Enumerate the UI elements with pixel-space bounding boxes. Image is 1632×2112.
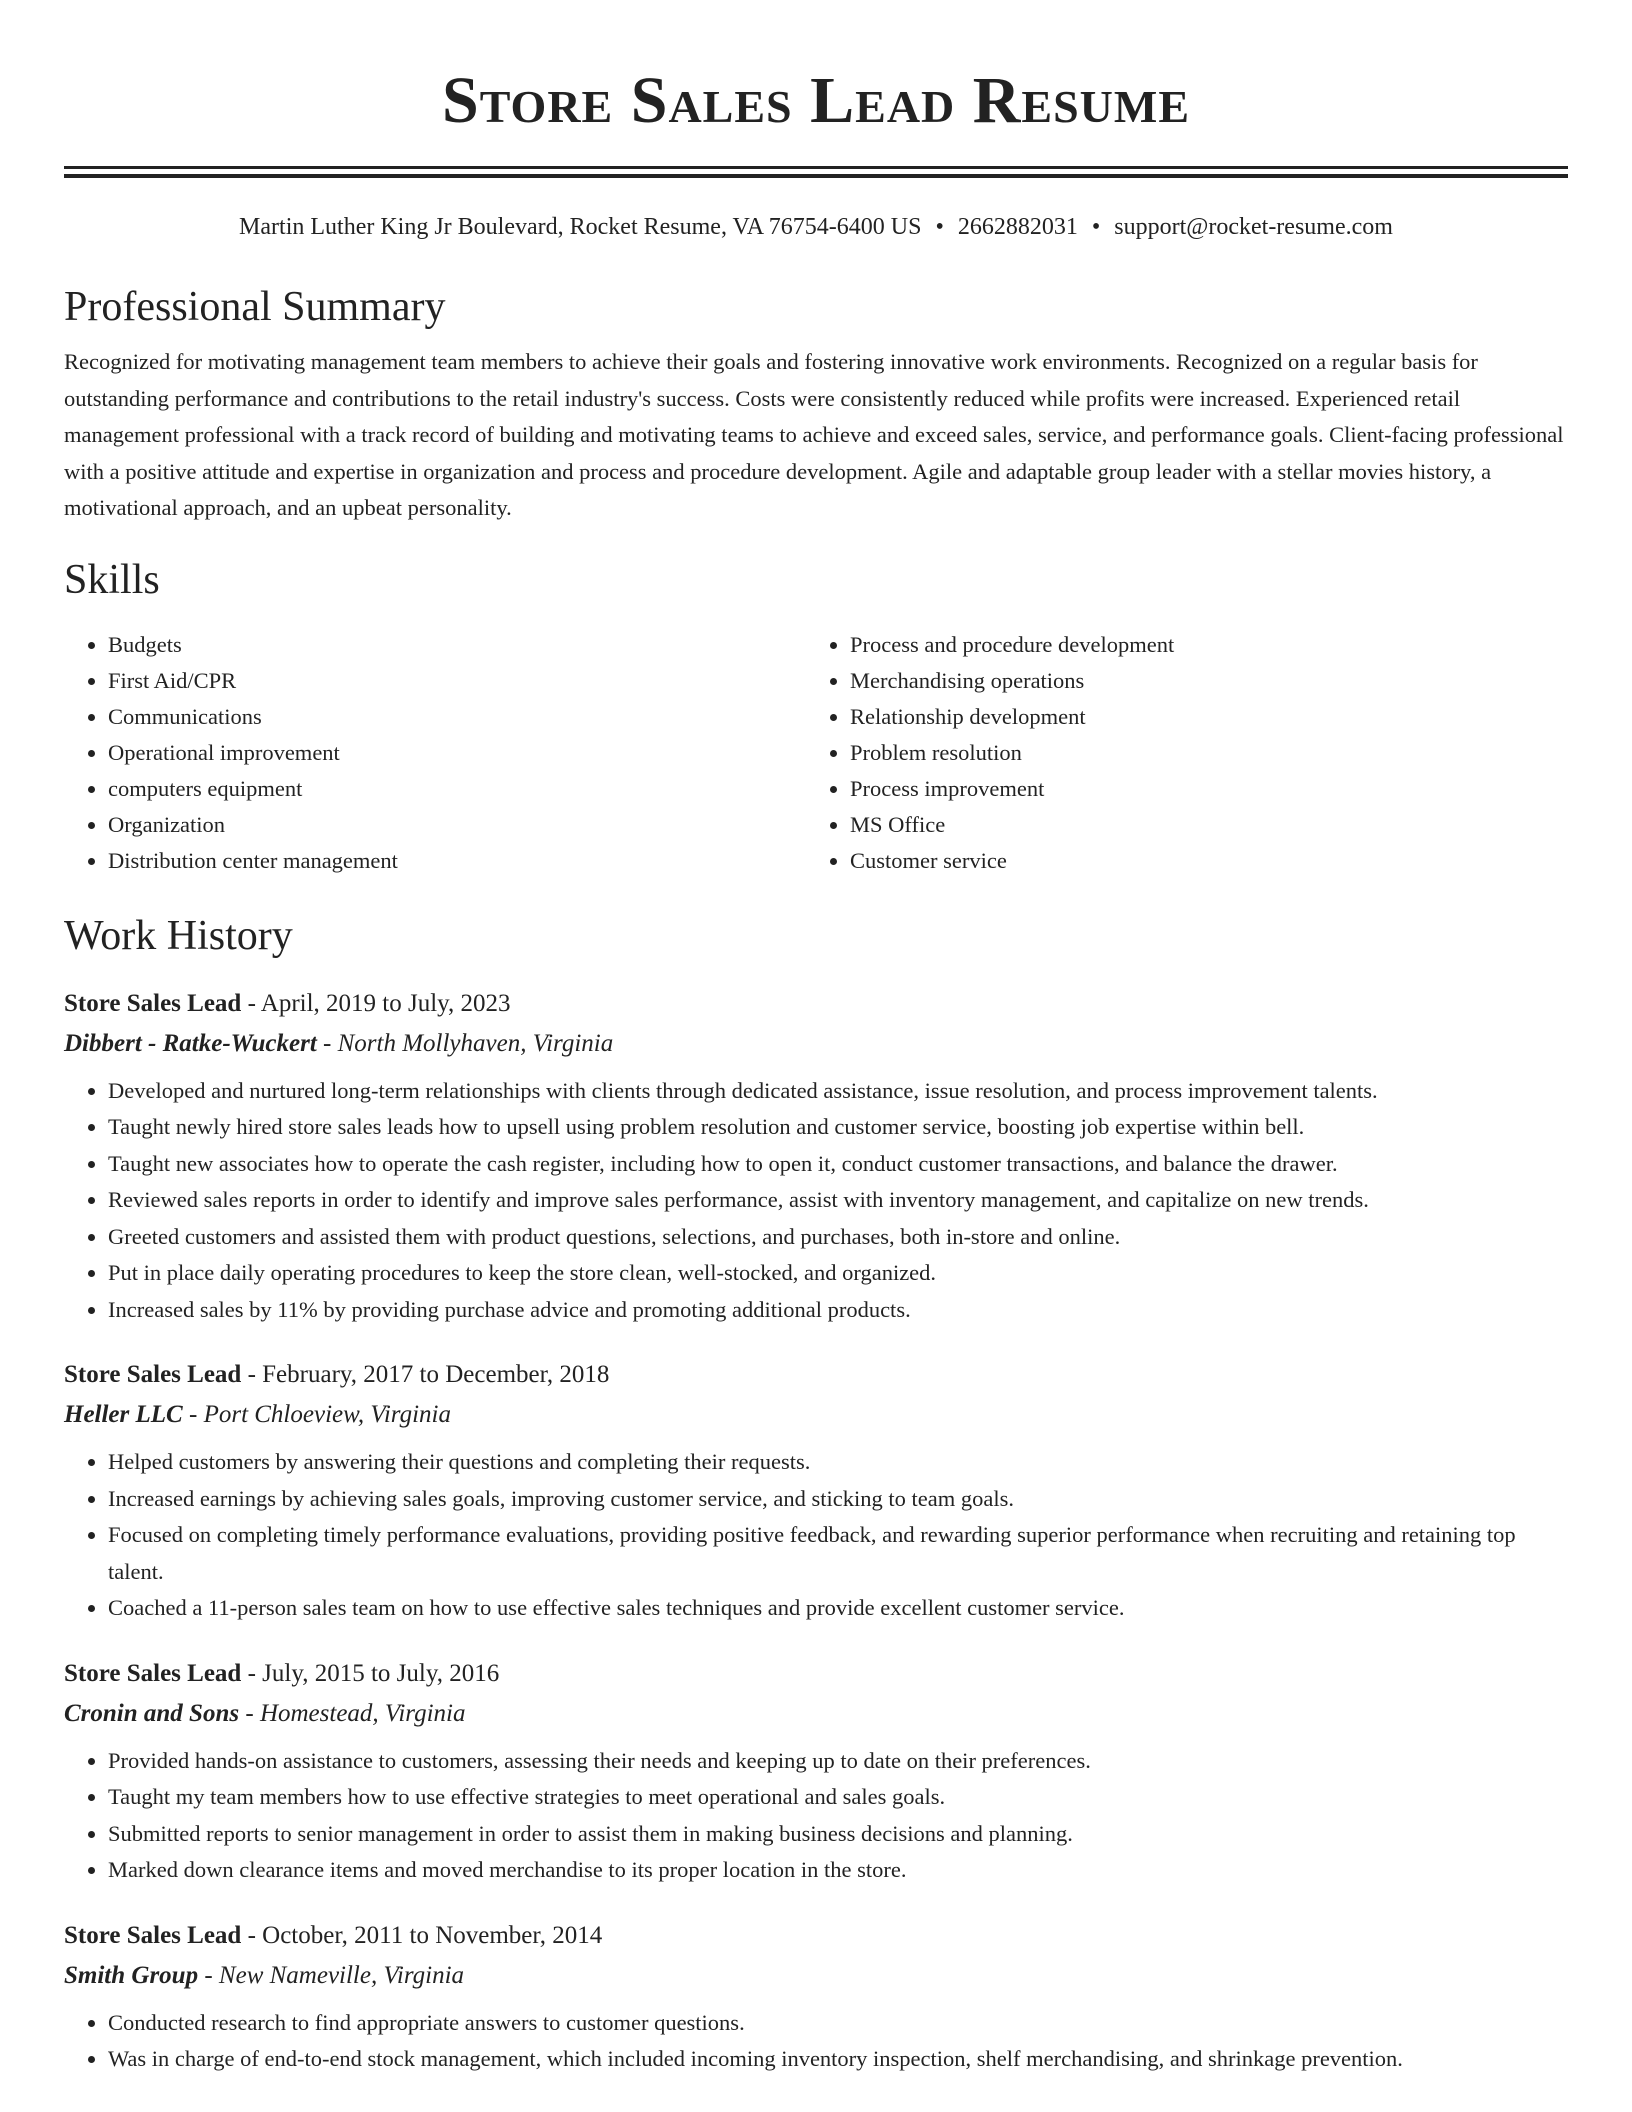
job-bullet: • Increased earnings by achieving sales goals, improving customer service, and sticking to team goals.	[108, 1481, 1568, 1518]
job-entry	[64, 1657, 1568, 1889]
job-title: Store Sales Lead	[64, 1659, 242, 1687]
job-bullet: • Developed and nurtured long-term relationships with clients through dedicated assistance, issue resolution, and process improvement talents.	[108, 1073, 1568, 1110]
job-entry	[64, 1358, 1568, 1627]
job-bullet: • Taught new associates how to operate the cash register, including how to open it, conduct customer transactions, and balance the drawer.	[108, 1146, 1568, 1183]
contact-line	[64, 212, 1568, 242]
company-location: Port Chloeview, Virginia	[203, 1401, 451, 1428]
contact-separator: •	[935, 214, 944, 240]
job-dates: April, 2019 to July, 2023	[260, 989, 511, 1017]
skill-item: • First Aid/CPR	[108, 663, 806, 699]
company-location: New Nameville, Virginia	[218, 1961, 465, 1989]
skill-item: • computers equipment	[108, 771, 806, 807]
skill-item: • Problem resolution	[850, 735, 1548, 771]
job-bullet: • Taught newly hired store sales leads how to upsell using problem resolution and customer service, boosting job expertise within bell.	[108, 1109, 1568, 1146]
skill-item: • Process and procedure development	[850, 627, 1548, 663]
job-bullet: • Taught my team members how to use effective strategies to meet operational and sales goals.	[108, 1779, 1568, 1816]
job-title-line: Store Sales Lead - February, 2017 to December, 2018	[64, 1361, 610, 1388]
skills-column-right	[806, 627, 1548, 879]
company-name: Smith Group	[64, 1961, 199, 1989]
company-line: Cronin and Sons - Homestead, Virginia	[64, 1699, 466, 1727]
company-name: Dibbert - Ratke-Wuckert	[64, 1029, 317, 1057]
job-entry	[64, 1919, 1568, 2078]
job-dates: February, 2017 to December, 2018	[262, 1361, 610, 1388]
job-bullet: • Conducted research to find appropriate answers to customer questions.	[108, 2005, 1568, 2042]
company-name: Heller LLC	[64, 1401, 183, 1428]
company-name: Cronin and Sons	[64, 1699, 240, 1727]
job-dates: July, 2015 to July, 2016	[262, 1659, 500, 1687]
job-bullet: • Coached a 11-person sales team on how to use effective sales techniques and provide excellent customer service.	[108, 1590, 1568, 1627]
skill-item: • Communications	[108, 699, 806, 735]
skill-item: • Merchandising operations	[850, 663, 1548, 699]
company-line: Heller LLC - Port Chloeview, Virginia	[64, 1401, 451, 1428]
job-bullet: • Reviewed sales reports in order to identify and improve sales performance, assist with inventory management, and capitalize on new trends.	[108, 1182, 1568, 1219]
job-dates: October, 2011 to November, 2014	[262, 1921, 603, 1949]
job-bullet: • Provided hands-on assistance to customers, assessing their needs and keeping up to date on their preferences.	[108, 1743, 1568, 1780]
job-bullet: • Increased sales by 11% by providing purchase advice and promoting additional products.	[108, 1292, 1568, 1329]
work-history-heading: Work History	[64, 912, 293, 959]
title-divider	[64, 166, 1568, 178]
job-bullets	[64, 1073, 1568, 1329]
job-title: Store Sales Lead	[64, 1361, 242, 1388]
job-bullets	[64, 1444, 1568, 1627]
job-title-line: Store Sales Lead - October, 2011 to November, 2014	[64, 1921, 603, 1949]
job-title: Store Sales Lead	[64, 989, 242, 1017]
job-bullet: • Helped customers by answering their questions and completing their requests.	[108, 1444, 1568, 1481]
job-entry	[64, 987, 1568, 1329]
resume-title: Store Sales Lead Resume	[442, 64, 1190, 137]
company-line: Dibbert - Ratke-Wuckert - North Mollyhaven, Virginia	[64, 1029, 614, 1057]
job-bullet: • Submitted reports to senior management in order to assist them in making business decisions and planning.	[108, 1816, 1568, 1853]
skill-item: • Distribution center management	[108, 843, 806, 879]
skill-item: • Budgets	[108, 627, 806, 663]
contact-phone: 2662882031	[957, 214, 1078, 240]
company-line: Smith Group - New Nameville, Virginia	[64, 1961, 465, 1989]
job-title-line: Store Sales Lead - April, 2019 to July, 2023	[64, 989, 511, 1017]
skill-item: • Process improvement	[850, 771, 1548, 807]
job-bullet: • Marked down clearance items and moved merchandise to its proper location in the store.	[108, 1852, 1568, 1889]
contact-address: Martin Luther King Jr Boulevard, Rocket Resume, VA 76754-6400 US	[239, 214, 922, 240]
job-bullet: • Put in place daily operating procedures to keep the store clean, well-stocked, and organized.	[108, 1255, 1568, 1292]
skill-item: • Organization	[108, 807, 806, 843]
skill-item: • Operational improvement	[108, 735, 806, 771]
skill-item: • Customer service	[850, 843, 1548, 879]
skill-item: • MS Office	[850, 807, 1548, 843]
job-title: Store Sales Lead	[64, 1921, 242, 1949]
skill-item: • Relationship development	[850, 699, 1548, 735]
summary-text: Recognized for motivating management team members to achieve their goals and fostering innovative work environments. Recognized on a regular basis for outstanding performance and contributions to the retail industry's success. Costs were consistently reduced while profits were increased. Experienced retail management professional with a track record of building and motivating teams to achieve and exceed sales, service, and performance goals. Client-facing professional with a positive attitude and expertise in organization and process and procedure development. Agile and adaptable group leader with a stellar movies history, a motivational approach, and an upbeat personality.	[64, 349, 1564, 520]
job-bullet: • Focused on completing timely performance evaluations, providing positive feedback, and rewarding superior performance when recruiting and retaining top talent.	[108, 1517, 1568, 1590]
skills-list	[64, 627, 1568, 879]
contact-email: support@rocket-resume.com	[1114, 214, 1393, 240]
contact-separator: •	[1091, 214, 1101, 240]
job-bullet: • Was in charge of end-to-end stock management, which included incoming inventory inspection, shelf merchandising, and shrinkage prevention.	[108, 2041, 1568, 2078]
job-bullet: • Greeted customers and assisted them with product questions, selections, and purchases, both in-store and online.	[108, 1219, 1568, 1256]
job-title-line: Store Sales Lead - July, 2015 to July, 2016	[64, 1659, 500, 1687]
company-location: North Mollyhaven, Virginia	[337, 1029, 614, 1057]
skills-column-left	[64, 627, 806, 879]
summary-heading: Professional Summary	[64, 284, 446, 330]
job-bullets	[64, 1743, 1568, 1889]
resume-page	[64, 0, 1568, 2078]
skills-heading: Skills	[64, 556, 160, 603]
company-location: Homestead, Virginia	[259, 1699, 466, 1727]
job-bullets	[64, 2005, 1568, 2078]
